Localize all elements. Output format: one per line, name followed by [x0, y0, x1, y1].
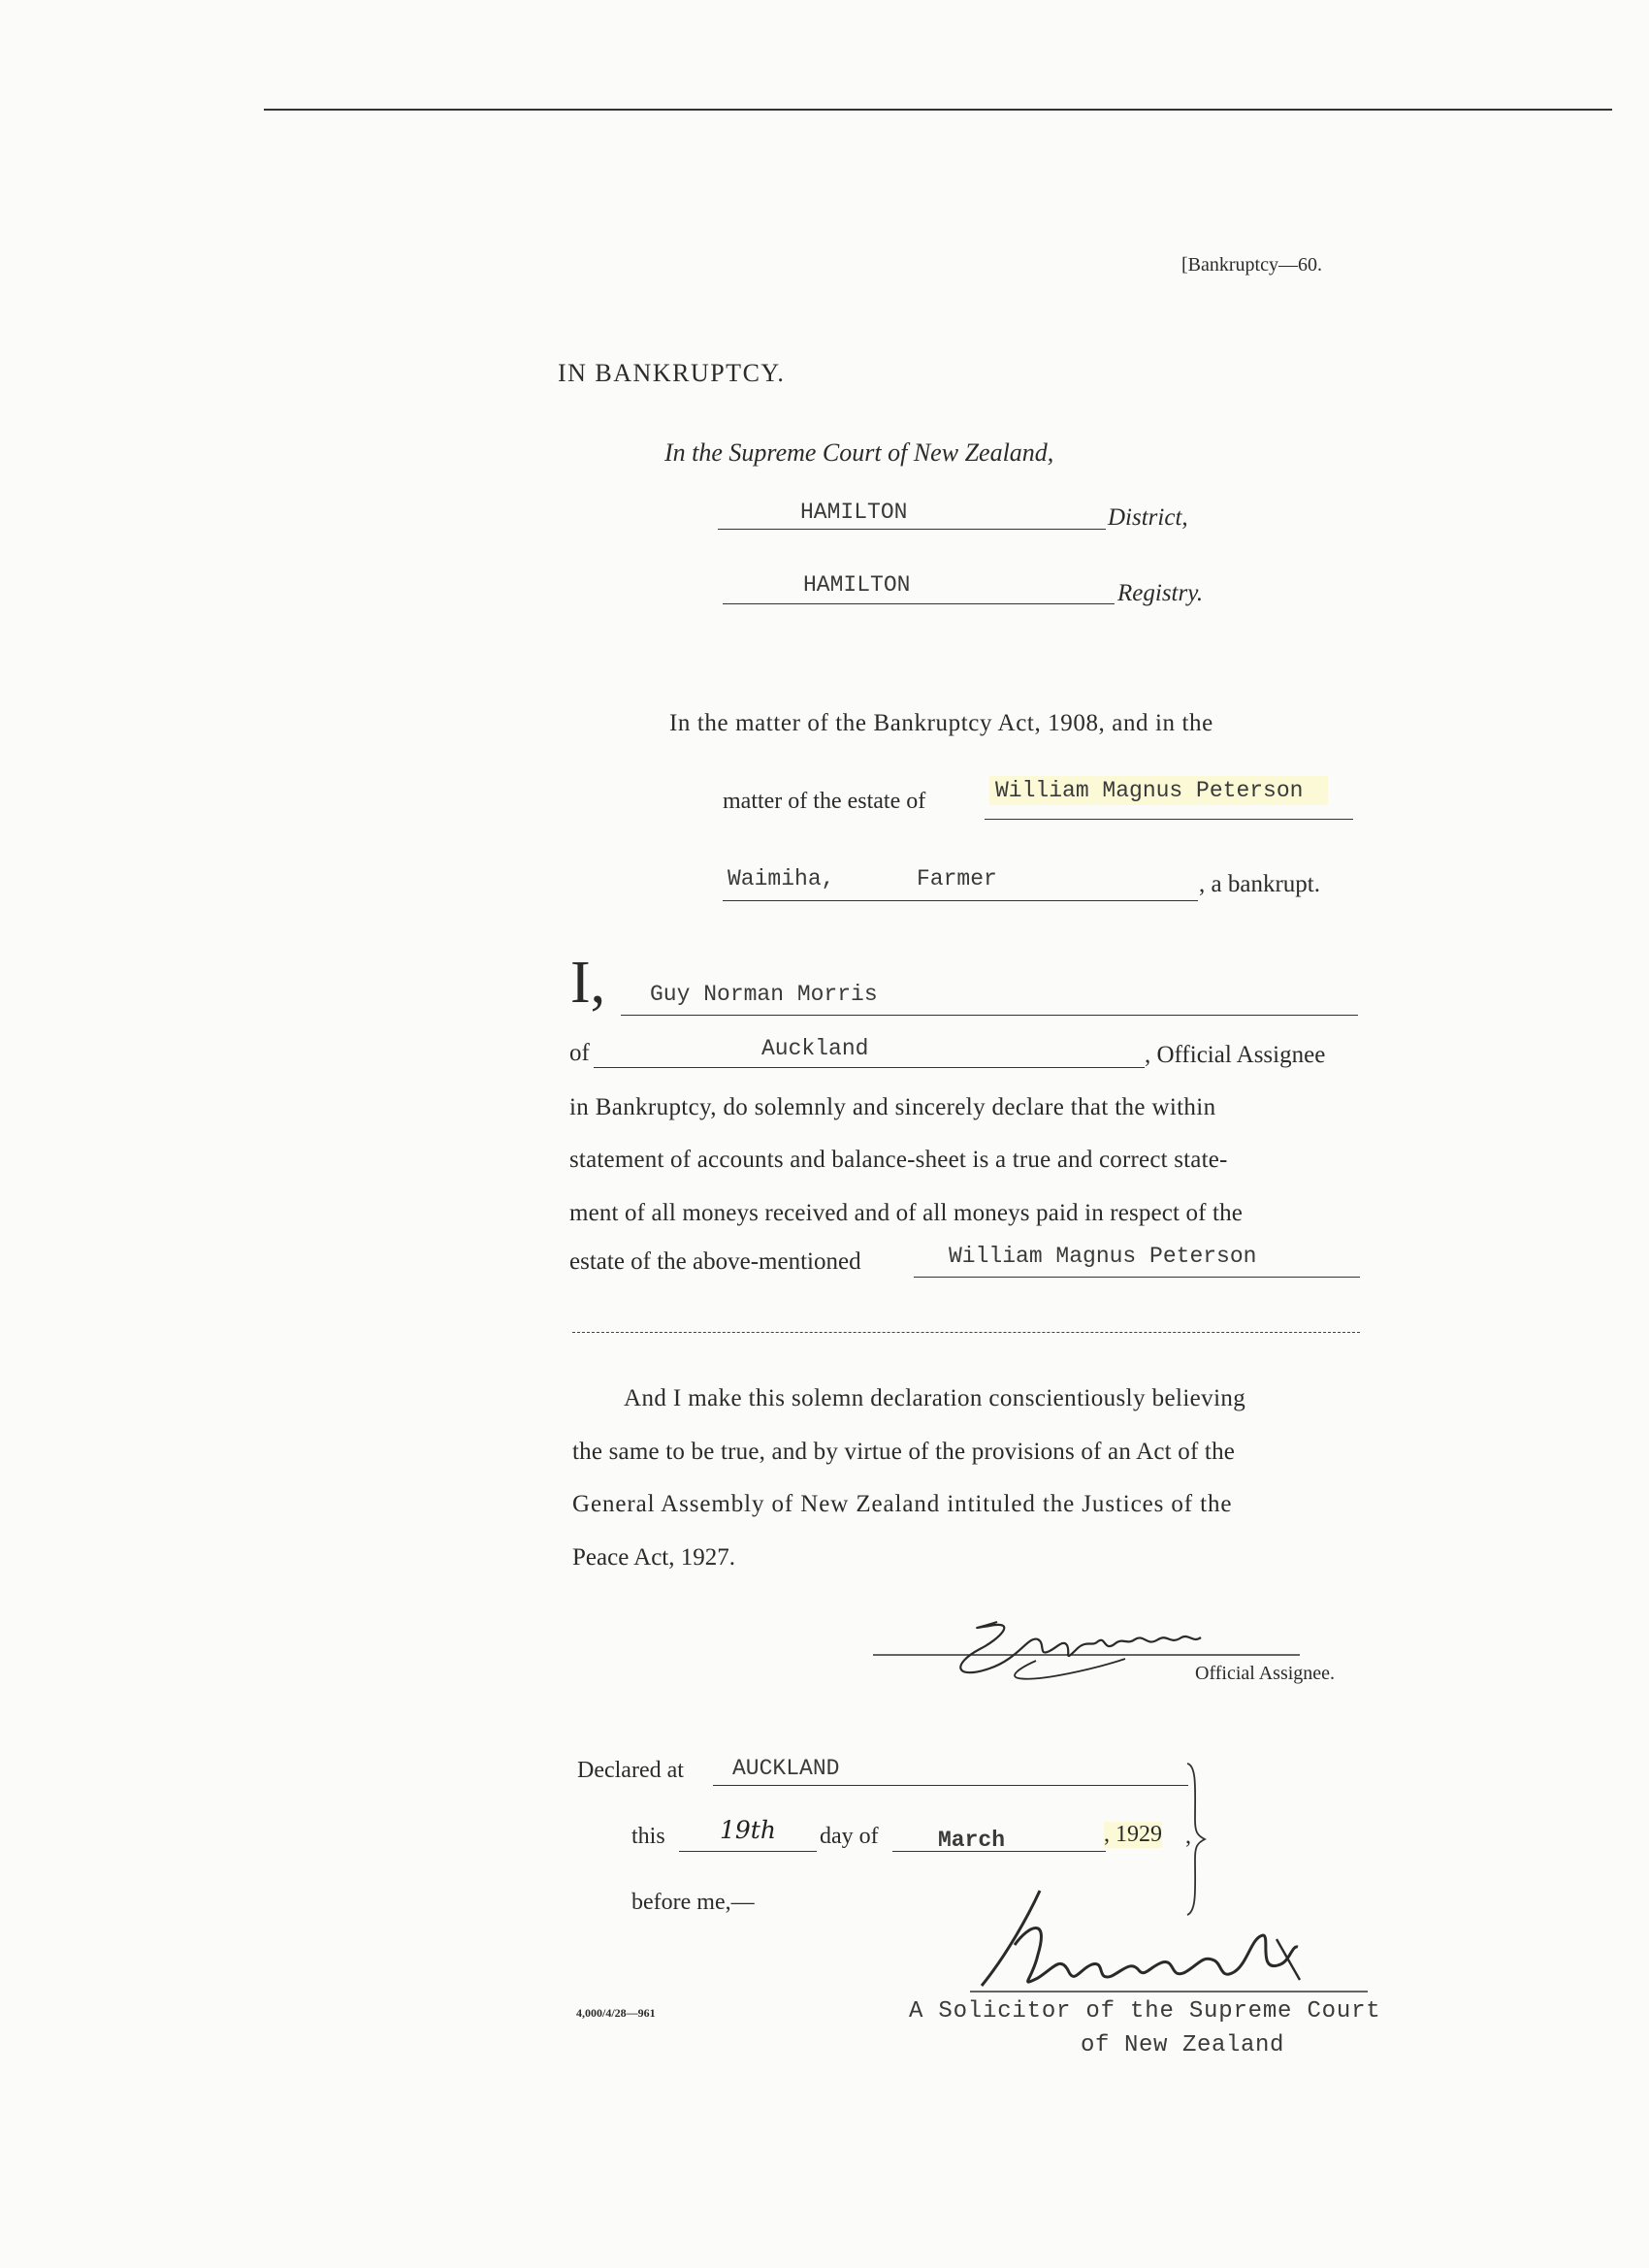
- declaration-line-5: ment of all moneys received and of all moneys paid in respect of the: [569, 1200, 1244, 1226]
- declared-at-value: AUCKLAND: [732, 1756, 840, 1781]
- day-value: 19th: [720, 1816, 776, 1844]
- month-value: March: [938, 1828, 1006, 1853]
- bankrupt-occupation: Farmer: [917, 866, 997, 891]
- declared-at-label: Declared at: [577, 1758, 684, 1783]
- bankrupt-details-line: [723, 900, 1198, 901]
- district-line: [718, 529, 1106, 530]
- day-of-label: day of: [820, 1824, 879, 1849]
- signature-caption: Official Assignee.: [1195, 1663, 1336, 1684]
- estate-name-line: [914, 1277, 1360, 1278]
- registry-line: [723, 603, 1115, 604]
- declarant-name: Guy Norman Morris: [650, 982, 878, 1007]
- of-label: of: [569, 1040, 590, 1066]
- solemn-line-1: And I make this solemn declaration conscientiously believing: [624, 1385, 1246, 1411]
- page-heading: IN BANKRUPTCY.: [558, 359, 786, 387]
- declarant-place-line: [594, 1067, 1145, 1068]
- trailing-comma: ,: [1185, 1824, 1191, 1849]
- district-value: HAMILTON: [800, 500, 908, 525]
- solemn-line-2: the same to be true, and by virtue of the provisions of an Act of the: [572, 1439, 1236, 1465]
- this-label: this: [631, 1824, 665, 1849]
- day-line: [679, 1851, 817, 1852]
- witness-line-1: A Solicitor of the Supreme Court: [909, 1998, 1381, 2025]
- estate-name: William Magnus Peterson: [949, 1244, 1257, 1269]
- declarant-name-line: [621, 1015, 1358, 1016]
- declarant-place: Auckland: [761, 1036, 869, 1061]
- registry-value: HAMILTON: [803, 572, 911, 598]
- declaration-line-4: statement of accounts and balance-sheet is a true and correct state-: [569, 1147, 1228, 1173]
- declaration-initial: I,: [570, 950, 606, 1016]
- matter-line-1: In the matter of the Bankruptcy Act, 1908, and in the: [669, 710, 1213, 736]
- bankrupt-name-line: [985, 819, 1353, 820]
- year-value: , 1929: [1104, 1822, 1162, 1847]
- before-me-label: before me,—: [631, 1890, 755, 1915]
- bankrupt-place: Waimiha,: [728, 866, 835, 891]
- top-rule: [264, 109, 1612, 111]
- witness-line-2: of New Zealand: [1081, 2032, 1285, 2058]
- district-label: District,: [1108, 504, 1188, 531]
- matter-line-2-prefix: matter of the estate of: [723, 789, 926, 814]
- declaration-line-6-prefix: estate of the above-mentioned: [569, 1248, 861, 1275]
- bankrupt-suffix: , a bankrupt.: [1199, 871, 1320, 897]
- print-code: 4,000/4/28—961: [576, 2006, 656, 2020]
- bankrupt-name: William Magnus Peterson: [989, 776, 1328, 805]
- continuation-line: [572, 1332, 1360, 1333]
- witness-signature: [960, 1887, 1368, 2003]
- solemn-line-3: General Assembly of New Zealand intituled the Justices of the: [572, 1491, 1233, 1517]
- court-name: In the Supreme Court of New Zealand,: [664, 438, 1054, 467]
- declarant-role: , Official Assignee: [1145, 1042, 1326, 1068]
- declared-at-line: [713, 1785, 1188, 1786]
- registry-label: Registry.: [1117, 580, 1204, 606]
- declaration-line-3: in Bankruptcy, do solemnly and sincerely declare that the within: [569, 1094, 1216, 1120]
- form-reference: [Bankruptcy—60.: [1181, 254, 1322, 275]
- solemn-line-4: Peace Act, 1927.: [572, 1544, 736, 1571]
